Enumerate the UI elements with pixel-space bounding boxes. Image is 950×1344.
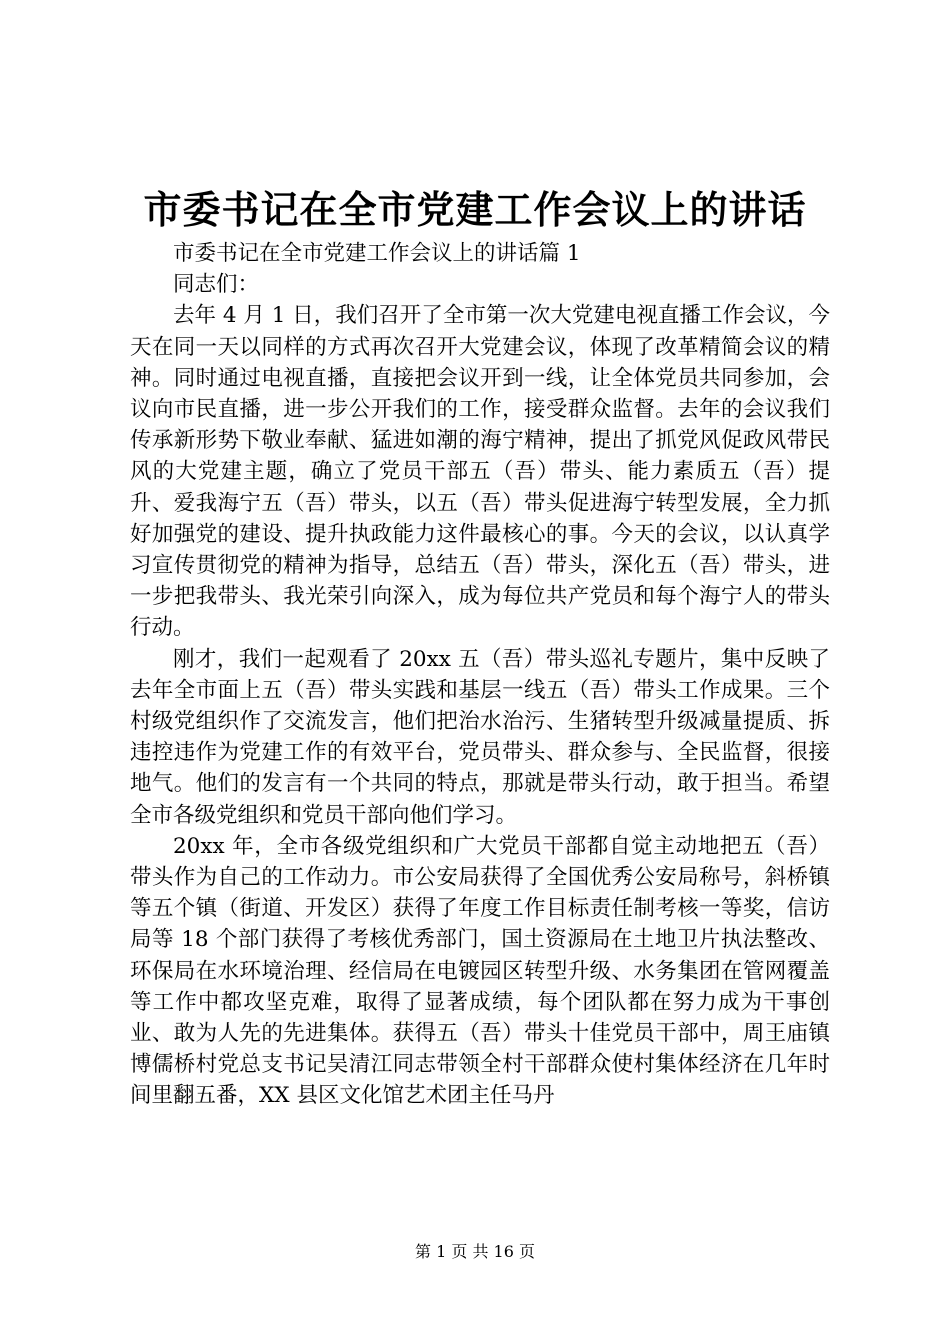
paragraph-2: 刚才，我们一起观看了 20xx 五（吾）带头巡礼专题片，集中反映了去年全市面上五（吾）带头实践和基层一线五（吾）带头工作成果。三个村级党组织作了交流发言，他们把治水治污、生猪转型升级减量提质、拆违控违作为党建工作的有效平台，党员带头、群众参与、全民监督，很接地气。他们的发言有一个共同的特点，那就是带头行动，敢于担当。希望全市各级党组织和党员干部向他们学习。	[130, 646, 830, 828]
paragraph-1: 去年 4 月 1 日，我们召开了全市第一次大党建电视直播工作会议，今天在同一天以同样的方式再次召开大党建会议，体现了改革精简会议的精神。同时通过电视直播，直接把会议开到一线，让全体党员共同参加，会议向市民直播，进一步公开我们的工作，接受群众监督。去年的会议我们传承新形势下敬业奉献、猛进如潮的海宁精神，提出了抓党风促政风带民风的大党建主题，确立了党员干部五（吾）带头、能力素质五（吾）提升、爱我海宁五（吾）带头，以五（吾）带头促进海宁转型发展，全力抓好加强党的建设、提升执政能力这件最核心的事。今天的会议，以认真学习宣传贯彻党的精神为指导，总结五（吾）带头，深化五（吾）带头，进一步把我带头、我光荣引向深入，成为每位共产党员和每个海宁人的带头行动。	[130, 303, 830, 641]
salutation: 同志们：	[173, 272, 260, 298]
page-number-footer: 第 1 页 共 16 页	[415, 1242, 535, 1261]
paragraph-3: 20xx 年，全市各级党组织和广大党员干部都自觉主动地把五（吾）带头作为自己的工作动力。市公安局获得了全国优秀公安局称号，斜桥镇等五个镇（街道、开发区）获得了年度工作目标责任制考核一等奖，信访局等 18 个部门获得了考核优秀部门，国土资源局在土地卫片执法整改、环保局在水环境治理、经信局在电镀园区转型升级、水务集团在管网覆盖等工作中都攻坚克难，取得了显著成绩，每个团队都在努力成为干事创业、敢为人先的先进集体。获得五（吾）带头十佳党员干部中，周王庙镇博儒桥村党总支书记吴清江同志带领全村干部群众使村集体经济在几年时间里翻五番，XX 县区文化馆艺术团主任马丹	[130, 833, 830, 1109]
document-title: 市委书记在全市党建工作会议上的讲话	[143, 187, 807, 232]
document-subtitle: 市委书记在全市党建工作会议上的讲话篇 1	[173, 241, 581, 266]
document-body	[130, 238, 830, 1112]
